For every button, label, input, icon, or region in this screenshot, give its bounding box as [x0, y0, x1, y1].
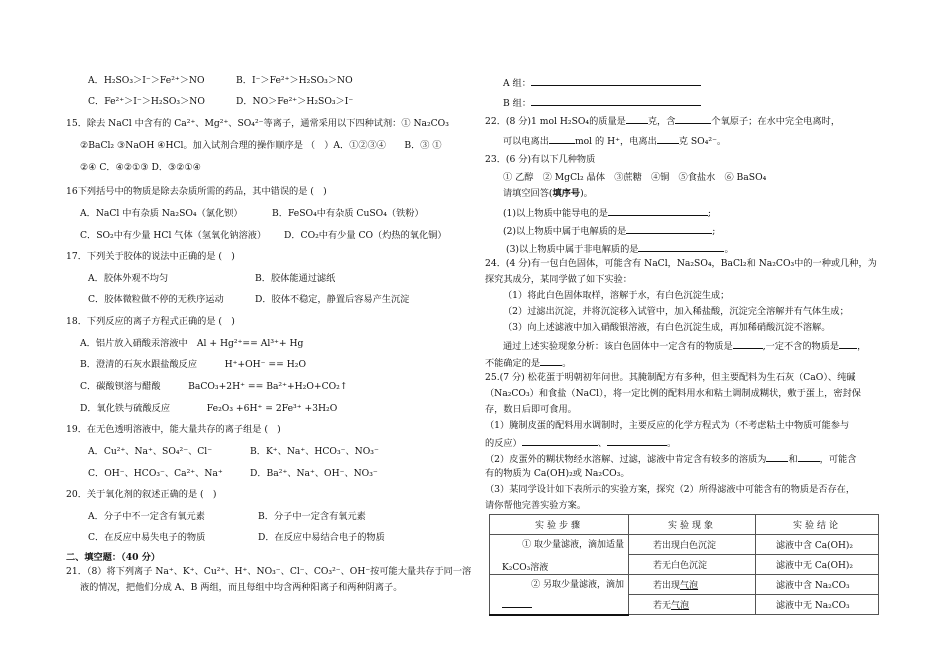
- q24-step2: （2）过滤出沉淀，并将沉淀移入试管中，加入稀盐酸，沉淀完全溶解并有气体生成；: [503, 306, 849, 317]
- q17-stem: 17．下列关于胶体的说法中正确的是 ( ): [66, 251, 235, 262]
- row2-phen-a: 若出现: [653, 581, 681, 591]
- table-header-conclusion: 实验结论: [756, 515, 879, 535]
- group-b-line: [503, 96, 701, 110]
- q22-line2: [503, 134, 726, 148]
- q25-part2a-end: ，可能含: [819, 454, 857, 465]
- q20-option-c: C．在反应中易失电子的物质: [88, 532, 206, 543]
- q24-conc2-end: 。: [562, 358, 572, 369]
- q22-line1: [485, 114, 840, 128]
- q23-ask-end: )。: [580, 188, 593, 199]
- q18-option-d: D．氧化铁与硫酸反应 Fe₂O₃ +6H⁺ = 2Fe³⁺ +3H₂O: [80, 403, 338, 414]
- row1-conc-a: 滤液中含 Ca(OH)₂: [756, 535, 879, 555]
- q24-conc-text-b: ,一定不含的物质是: [762, 341, 840, 352]
- row1-step-a: ① 取少量滤液，滴加适量: [522, 539, 624, 550]
- table-row: [490, 575, 879, 595]
- q19-option-a: A．Cu²⁺、Na⁺、SO₄²⁻、Cl⁻: [88, 446, 213, 457]
- q24-blank-contains[interactable]: [733, 339, 763, 349]
- q25-part2a: [485, 452, 856, 466]
- row2-phen-a-cell: [629, 575, 756, 595]
- row2-conc-a: 滤液中含 Na₂CO₃: [756, 575, 879, 595]
- group-a-blank[interactable]: [531, 76, 701, 86]
- q14-option-a: A．H₂SO₃＞I⁻＞Fe²⁺＞NO: [88, 75, 205, 86]
- q15-line3: ②④ C．④②①③ D．③②①④: [80, 162, 201, 173]
- row1-conc-b: 滤液中无 Ca(OH)₂: [756, 555, 879, 575]
- row2-phen-b-cell: [629, 595, 756, 615]
- q20-option-a: A．分子中不一定含有氧元素: [88, 511, 205, 522]
- row2-step-cell: [490, 575, 629, 615]
- q17-option-d: D．胶体不稳定，静置后容易产生沉淀: [255, 294, 410, 305]
- q24-conc-text-a: 通过上述实验现象分析：该白色固体中一定含有的物质是: [503, 341, 733, 352]
- q25-part1b-end: 。: [666, 438, 677, 449]
- row2-phen-a-underlined: 气泡: [680, 581, 699, 591]
- q23-blank-1[interactable]: [608, 206, 708, 216]
- table-header-phenomenon: 实验现象: [629, 515, 756, 535]
- q25-part2a-and: 和: [788, 454, 798, 465]
- q25-line3: 存，数日后即可食用。: [485, 404, 577, 415]
- q17-option-c: C．胶体微粒做不停的无秩序运动: [88, 294, 224, 305]
- row1-step-b: K₂CO₃溶液: [502, 562, 549, 573]
- table-row: [490, 535, 879, 555]
- section-fill-in-heading: 二、填空题：（40 分）: [66, 552, 161, 563]
- row2-step-blank-wrap: [494, 598, 624, 611]
- q16-option-d: D．CO₂中有少量 CO（灼热的氧化铜）: [284, 230, 447, 241]
- q24-blank-uncertain[interactable]: [540, 356, 562, 366]
- experiment-table: [489, 514, 879, 616]
- q16-option-c: C．SO₂中有少量 HCl 气体（氢氧化钠溶液）: [80, 230, 267, 241]
- q16-option-a: A．NaCl 中有杂质 Na₂SO₄（氯化钡）: [80, 208, 243, 219]
- q24-step1: （1）将此白色固体取样，溶解于水，有白色沉淀生成；: [503, 290, 730, 301]
- row2-phen-b: 若无: [653, 601, 672, 611]
- q25-line2: （Na₂CO₃）和食盐（NaCl），将一定比例的配料用水和粘土调制成糊状，敷于蛋上，密封保: [485, 388, 861, 399]
- group-b-label: B 组：: [503, 98, 532, 109]
- q24-step3: （3）向上述滤液中加入硝酸银溶液，有白色沉淀生成，再加稀硝酸沉淀不溶解。: [503, 322, 831, 333]
- q23-ask-bold: 填序号: [552, 188, 581, 199]
- q20-option-b: B．分子中一定含有氧元素: [258, 511, 366, 522]
- q25-part2b: 有的物质为 Ca(OH)₂或 Na₂CO₃。: [485, 468, 630, 479]
- q18-option-b: B．澄清的石灰水跟盐酸反应 H⁺+OH⁻ == H₂O: [80, 359, 306, 370]
- row2-step-blank[interactable]: [502, 598, 532, 608]
- q23-ask: [503, 188, 593, 200]
- q24-blank-excludes[interactable]: [839, 339, 857, 349]
- q25-part1b-text: 的反应）: [485, 438, 522, 449]
- q23-part1: (1)以上物质中能导电的是 ;: [503, 208, 711, 219]
- q25-part1a: （1）腌制皮蛋的配料用水调制时，主要反应的化学方程式为（不考虑粘土中物质可能参与: [485, 420, 850, 431]
- q25-part3a: （3）某同学设计如下表所示的实验方案，探究（2）所得滤液中可能含有的物质是否存在，: [485, 484, 856, 495]
- q18-stem: 18．下列反应的离子方程式正确的是 ( ): [66, 316, 235, 327]
- q24-line1: 24．(4 分)有一包白色固体，可能含有 NaCl，Na₂SO₄，BaCl₂和 Na₂CO₃中的一种或几种，为: [485, 258, 877, 269]
- q19-option-d: D．Ba²⁺、Na⁺、OH⁻、NO₃⁻: [250, 468, 378, 479]
- q23-blank-2[interactable]: [626, 224, 712, 234]
- q23-items: ① 乙醇 ② MgCl₂ 晶体 ③蔗糖 ④铜 ⑤食盐水 ⑥ BaSO₄: [503, 172, 767, 183]
- q20-option-d: D．在反应中易结合电子的物质: [258, 532, 385, 543]
- q22-text-b: 克，含: [647, 116, 676, 127]
- q14-option-b: B．I⁻＞Fe²⁺＞H₂SO₃＞NO: [236, 75, 353, 86]
- q22-blank-h[interactable]: [549, 134, 575, 144]
- q15-line1: 15．除去 NaCl 中含有的 Ca²⁺、Mg²⁺、SO₄²⁻等离子，通常采用以下四种试剂：① Na₂CO₃: [66, 118, 449, 129]
- row1-phen-a: 若出现白色沉淀: [629, 535, 756, 555]
- q23-part2-text: (2)以上物质中属于电解质的是: [503, 226, 627, 237]
- q25-blank-solute2[interactable]: [798, 452, 820, 462]
- q22-text-e: mol 的 H⁺，电离出: [574, 136, 657, 147]
- q17-option-b: B．胶体能通过滤纸: [255, 273, 336, 284]
- table-header-row: [490, 515, 879, 535]
- q15-line2: ②BaCl₂ ③NaOH ④HCl。加入试剂合理的操作顺序是 （ ）A．①②③④ B．③ ①: [80, 140, 442, 151]
- q14-option-d: D．NO＞Fe²⁺＞H₂SO₃＞I⁻: [236, 96, 354, 107]
- q22-blank-mass[interactable]: [626, 114, 648, 124]
- q23-blank-3[interactable]: [638, 242, 724, 252]
- q25-blank-eq1[interactable]: [522, 436, 598, 446]
- q24-conclusion2: [485, 356, 571, 370]
- q21-line1: 21．（8）将下列离子 Na⁺、K⁺、Cu²⁺、H⁺、NO₃⁻、Cl⁻、CO₃²⁻、OH⁻按可能大量共存于同一溶: [66, 566, 472, 577]
- q25-part1b-sep: 、: [597, 438, 607, 449]
- row2-phen-b-underlined: 气泡: [671, 601, 690, 611]
- row2-conc-b: 滤液中无 Na₂CO₃: [756, 595, 879, 615]
- q20-stem: 20．关于氧化剂的叙述正确的是 ( ): [66, 489, 217, 500]
- q18-option-c: C．碳酸钡溶与醋酸 BaCO₃+2H⁺ == Ba²⁺+H₂O+CO₂↑: [80, 381, 348, 392]
- q23-part3: (3)以上物质中属于非电解质的是 。: [506, 244, 734, 255]
- q19-stem: 19．在无色透明溶液中，能大量共存的离子组是 ( ): [66, 424, 281, 435]
- group-a-label: A 组：: [503, 78, 531, 89]
- q24-conc-text-c: ，: [857, 341, 867, 352]
- q16-option-b: B．FeSO₄中有杂质 CuSO₄（铁粉）: [272, 208, 424, 219]
- q19-option-c: C．OH⁻、HCO₃⁻、Ca²⁺、Na⁺: [88, 468, 223, 479]
- q23-stem: 23．(6 分)有以下几种物质: [485, 154, 596, 165]
- q17-option-a: A．胶体外观不均匀: [88, 273, 169, 284]
- row1-phen-b: 若无白色沉淀: [629, 555, 756, 575]
- q25-line1: 25.(7 分) 松花蛋于明朝初年问世。其腌制配方有多种，但主要配料为生石灰（CaO）、纯碱: [485, 372, 856, 383]
- q22-text-a: 22．(8 分)1 mol H₂SO₄的质量是: [485, 116, 626, 127]
- q23-part3-text: (3)以上物质中属于非电解质的是: [506, 244, 639, 255]
- q21-line2: 液的情况，把他们分成 A、B 两组，而且每组中均含两种阳离子和两种阴离子。: [80, 582, 403, 593]
- q25-part3b: 请你帮他完善实验方案。: [485, 500, 587, 511]
- table-header-step: 实验步骤: [490, 515, 629, 535]
- q25-part2a-text: （2）皮蛋外的糊状物经水溶解、过滤，滤液中肯定含有较多的溶质为: [485, 454, 767, 465]
- q25-blank-eq2[interactable]: [607, 436, 667, 446]
- group-a-line: [503, 76, 701, 90]
- q22-text-c: 个氧原子；在水中完全电离时，: [711, 116, 841, 127]
- q23-part1-text: (1)以上物质中能导电的是: [503, 208, 608, 219]
- q25-blank-solute1[interactable]: [766, 452, 788, 462]
- q24-conc2-text: 不能确定的是: [485, 358, 541, 369]
- q25-part1b: [485, 436, 676, 450]
- q22-text-d: 可以电离出: [503, 136, 549, 147]
- q22-blank-so4[interactable]: [657, 134, 679, 144]
- row2-step-a: ② 另取少量滤液，滴加: [531, 580, 624, 591]
- q16-stem: 16下列括号中的物质是除去杂质所需的药品，其中错误的是 ( ): [66, 186, 327, 197]
- q23-ask-text: 请填空回答(: [503, 188, 553, 199]
- q18-option-a: A．铝片放入硝酸汞溶液中 Al + Hg²⁺== Al³⁺+ Hg: [80, 338, 304, 349]
- q22-text-f: 克 SO₄²⁻。: [678, 136, 727, 147]
- q22-blank-oxygen[interactable]: [675, 114, 711, 124]
- q24-conclusion: [503, 339, 866, 353]
- q19-option-b: B．K⁺、Na⁺、HCO₃⁻、NO₃⁻: [250, 446, 379, 457]
- q23-part2: (2)以上物质中属于电解质的是 ;: [503, 226, 716, 237]
- q24-line2: 探究其成分，某同学做了如下实验：: [485, 274, 632, 285]
- row1-step-cell: [490, 535, 629, 575]
- group-b-blank[interactable]: [531, 96, 701, 106]
- q14-option-c: C．Fe²⁺＞I⁻＞H₂SO₃＞NO: [88, 96, 205, 107]
